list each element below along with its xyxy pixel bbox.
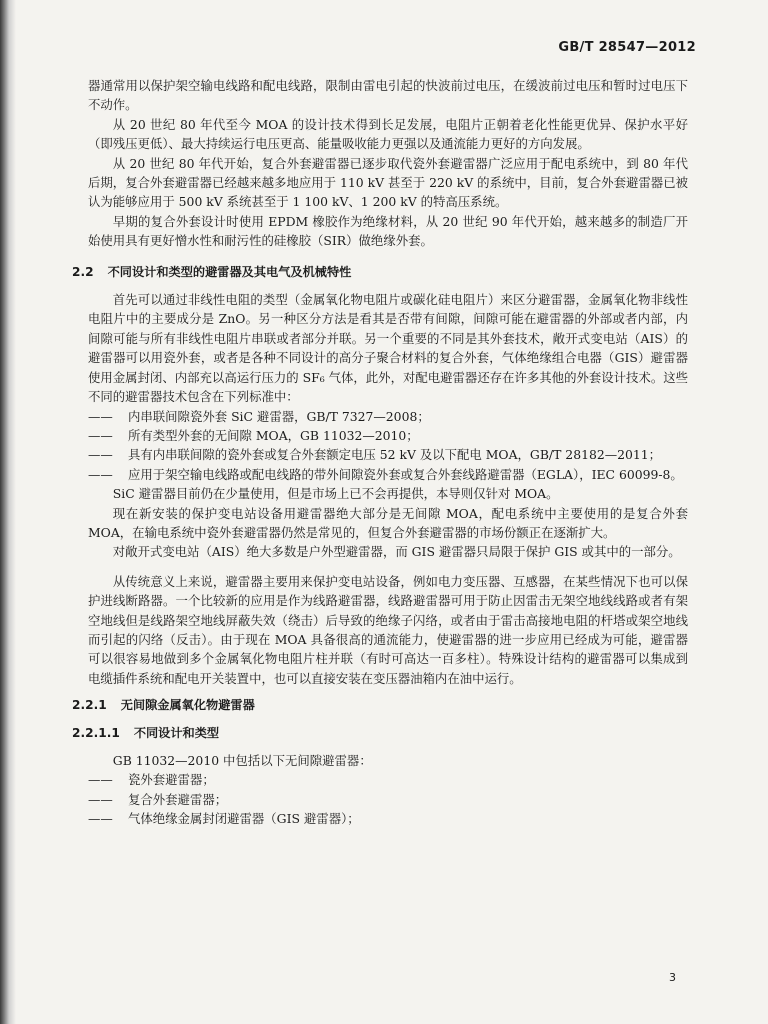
list-dash: —— (88, 466, 113, 482)
section-number: 2.2.1.1 (72, 725, 120, 740)
section-title: 无间隙金属氧化物避雷器 (120, 698, 255, 713)
list-dash: —— (88, 811, 113, 827)
list-dash: —— (88, 408, 113, 424)
paragraph: SiC 避雷器目前仍在少量使用，但是市场上已不会再提供，本导则仅针对 MOA。 (112, 486, 559, 502)
paragraph: 从传统意义上来说，避雷器主要用来保护变电站设备，例如电力变压器、互感器，在某些情况下也可以保护进线断路器。一个比较新的应用是作为线路避雷器，线路避雷器可用于防止因雷击无架空地线线路或者有架空地线但是线路架空地线屏蔽失效（绕击）后导致的绝缘子闪络，或者由于雷击高接地电阻的杆塔或架空地线而引起的闪络（反击）。由于现在 MOA 具备很高的通流能力，使避雷器的进一步应用已经成为可能，避雷器可以很容易地做到多个金属氧化物电阻片柱并联（有时可高达一百多柱）。特殊设计结构的避雷器可以集成到电缆插件系统和配电开关装置中，也可以直接安装在变压器油箱内在油中运行。 (88, 573, 688, 686)
section-number: 2.2.1 (72, 698, 107, 713)
list-dash: —— (88, 447, 113, 463)
section-number: 2.2 (72, 264, 94, 279)
paragraph: 对敞开式变电站（AIS）绝大多数是户外型避雷器，而 GIS 避雷器只局限于保护 GIS 或其中的一部分。 (112, 544, 681, 560)
document-number: GB/T 28547—2012 (558, 40, 696, 55)
paragraph: 早期的复合外套设计时使用 EPDM 橡胶作为绝缘材料，从 20 世纪 90 年代开始，越来越多的制造厂开始使用具有更好憎水性和耐污性的硅橡胶（SIR）做绝缘外套。 (88, 213, 688, 249)
list-dash: —— (88, 772, 113, 788)
paragraph: GB 11032—2010 中包括以下无间隙避雷器： (112, 753, 372, 768)
page-number: 3 (669, 971, 676, 984)
list-dash: —— (88, 791, 113, 807)
paragraph: 器通常用以保护架空输电线路和配电线路，限制由雷电引起的快波前过电压，在缓波前过电压和暂时过电压下不动作。 (88, 78, 688, 113)
list-item (88, 426, 688, 445)
list-item-text: 气体绝缘金属封闭避雷器（GIS 避雷器）； (128, 811, 360, 827)
list-item (88, 465, 688, 484)
paragraph: 从 20 世纪 80 年代至今 MOA 的设计技术得到长足发展，电阻片正朝着老化性能更优异、保护水平好（即残压更低）、最大持续运行电压更高、能量吸收能力更强以及通流能力更好的方向发展。 (88, 116, 688, 152)
section-heading-2-2-1 (72, 696, 688, 715)
page-content (72, 76, 688, 829)
paragraph: 首先可以通过非线性电阻的类型（金属氧化物电阻片或碳化硅电阻片）来区分避雷器，金属氧化物非线性电阻片中的主要成分是 ZnO。另一种区分方法是看其是否带有间隙，间隙可能在避雷器的外部或者内部，内间隙可能与所有非线性电阻片串联或者部分并联。另一个重要的不同是其外套技术，敞开式变电站（AIS）的避雷器可以用瓷外套，或者是各种不同设计的高分子聚合材料的复合外套，气体绝缘组合电器（GIS）避雷器使用金属封闭、内部充以高运行压力的 SF₆ 气体，此外，对配电避雷器还存在许多其他的外套设计技术。这些不同的避雷器技术包含在下列标准中： (88, 292, 688, 405)
list-item (88, 790, 688, 809)
paragraph: 现在新安装的保护变电站设备用避雷器绝大部分是无间隙 MOA，配电系统中主要使用的是复合外套 MOA，在输电系统中瓷外套避雷器仍然是常见的，但复合外套避雷器的市场份额正在逐渐扩大。 (88, 505, 688, 540)
section-heading-2-2-1-1 (72, 724, 688, 743)
list-item-text: 内串联间隙瓷外套 SiC 避雷器，GB/T 7327—2008； (128, 408, 430, 424)
list-item (88, 445, 688, 464)
section-heading-2-2 (72, 263, 688, 282)
section-title: 不同设计和类型的避雷器及其电气及机械特性 (107, 264, 352, 279)
list-item-text: 所有类型外套的无间隙 MOA，GB 11032—2010； (128, 427, 419, 443)
list-item (88, 770, 688, 789)
paragraph: 从 20 世纪 80 年代开始，复合外套避雷器已逐步取代瓷外套避雷器广泛应用于配电系统中，到 80 年代后期，复合外套避雷器已经越来越多地应用于 110 kV 甚至于 220 kV 的系统中，目前，复合外套避雷器已被认为能够应用于 500 kV 系统甚至于 1 100 kV、1 200 kV 的特高压系统。 (88, 155, 688, 210)
list-item (88, 407, 688, 426)
list-item (88, 809, 688, 828)
list-dash: —— (88, 427, 113, 443)
section-title: 不同设计和类型 (133, 725, 220, 740)
scan-edge (0, 0, 16, 1024)
list-item-text: 复合外套避雷器； (128, 791, 228, 807)
list-item-text: 瓷外套避雷器； (128, 772, 215, 788)
list-item-text: 应用于架空输电线路或配电线路的带外间隙瓷外套或复合外套线路避雷器（EGLA），IEC 60099-8。 (128, 466, 683, 482)
list-item-text: 具有内串联间隙的瓷外套或复合外套额定电压 52 kV 及以下配电 MOA，GB/T 28182—2011； (128, 447, 662, 463)
